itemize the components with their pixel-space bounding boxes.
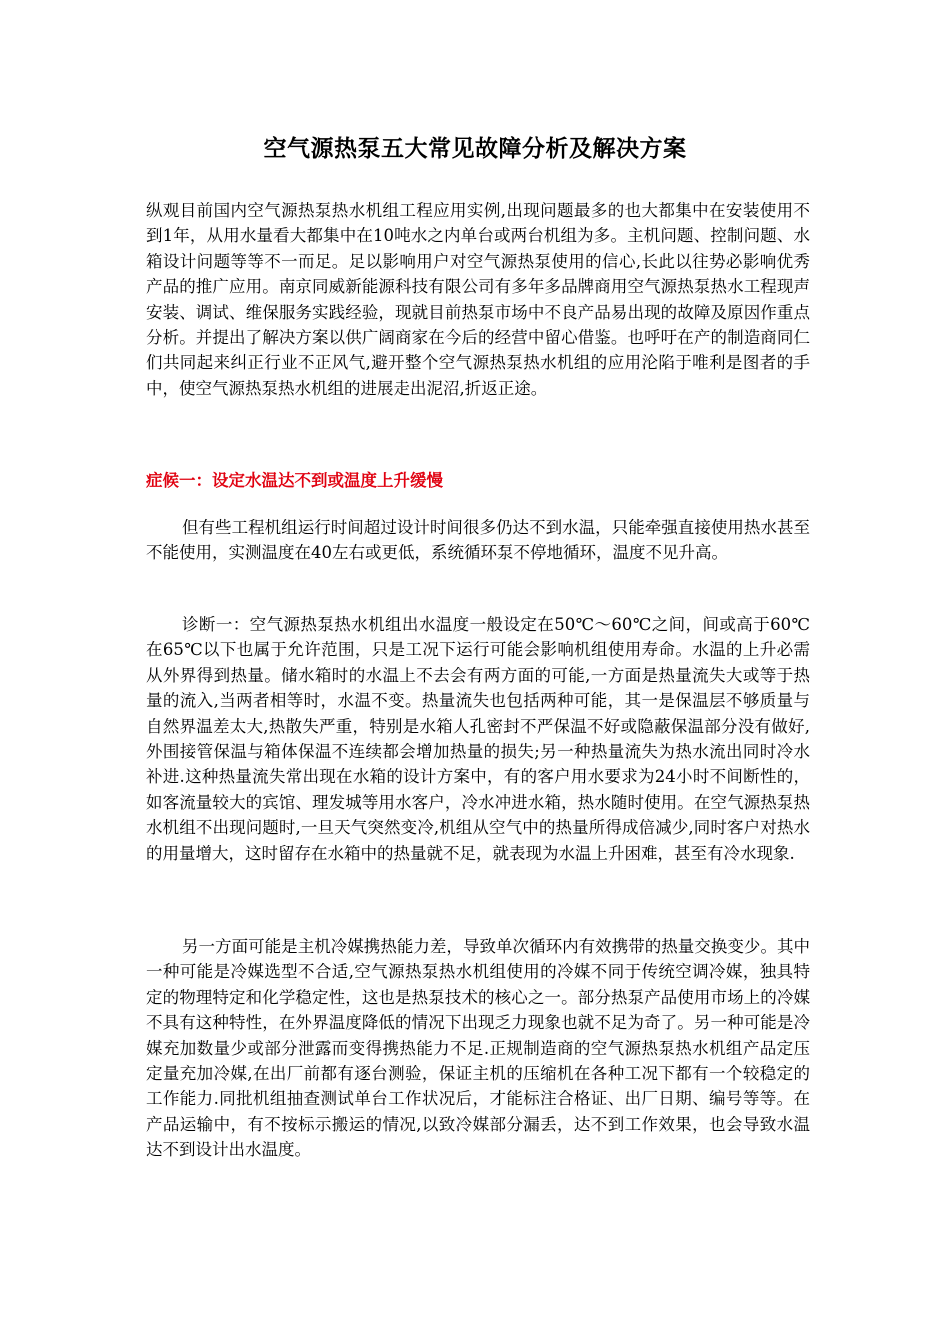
- refrigerant-paragraph: 另一方面可能是主机冷媒携热能力差，导致单次循环内有效携带的热量交换变少。其中一种可能是冷媒选型不合适,空气源热泵热水机组使用的冷媒不同于传统空调冷媒，独具特定的物理特定和化学稳定性，这也是热泵技术的核心之一。部分热泵产品使用市场上的冷媒不具有这种特性，在外界温度降低的情况下出现乏力现象也就不足为奇了。另一种可能是冷媒充加数量少或部分泄露而变得携热能力不足.正规制造商的空气源热泵热水机组产品定压定量充加冷媒,在出厂前都有逐台测验，保证主机的压缩机在各种工况下都有一个较稳定的工作能力.同批机组抽查测试单台工作状况后，才能标注合格证、出厂日期、编号等等。在产品运输中，有不按标示搬运的情况,以致冷媒部分漏丢，达不到工作效果，也会导致水温达不到设计出水温度。: [146, 937, 810, 1160]
- diagnosis-paragraph: 诊断一：空气源热泵热水机组出水温度一般设定在50℃～60℃之间，间或高于60℃在65℃以下也属于允许范围，只是工况下运行可能会影响机组使用寿命。水温的上升必需从外界得到热量。储水箱时的水温上不去会有两方面的可能,一方面是热量流失大或等于热量的流入,当两者相等时，水温不变。热量流失也包括两种可能，其一是保温层不够质量与自然界温差太大,热散失严重，特别是水箱人孔密封不严保温不好或隐蔽保温部分没有做好,外围接管保温与箱体保温不连续都会增加热量的损失;另一种热量流失为热水流出同时冷水补进.这种热量流失常出现在水箱的设计方案中，有的客户用水要求为24小时不间断性的， 如客流量较大的宾馆、理发城等用水客户，冷水冲进水箱，热水随时使用。在空气源热泵热水机组不出现问题时,一旦天气突然变冷,机组从空气中的热量所得成倍减少,同时客户对热水的用量增大，这时留存在水箱中的热量就不足，就表现为水温上升困难，甚至有冷水现象.: [146, 615, 810, 863]
- section-heading-symptom-one: 症候一：设定水温达不到或温度上升缓慢: [146, 471, 443, 490]
- document-title: 空气源热泵五大常见故障分析及解决方案: [263, 136, 687, 162]
- symptom-paragraph: 但有些工程机组运行时间超过设计时间很多仍达不到水温，只能牵强直接使用热水甚至不能使用，实测温度在40左右或更低，系统循环泵不停地循环，温度不见升高。: [146, 518, 810, 563]
- intro-paragraph: 纵观目前国内空气源热泵热水机组工程应用实例,出现问题最多的也大都集中在安装使用不到1年，从用水量看大都集中在10吨水之内单台或两台机组为多。主机问题、控制问题、水箱设计问题等等不一而足。足以影响用户对空气源热泵使用的信心,长此以往势必影响优秀产品的推广应用。南京同威新能源科技有限公司有多年多品牌商用空气源热泵热水工程现声安装、调试、维保服务实践经验，现就目前热泵市场中不良产品易出现的故障及原因作重点分析。并提出了解决方案以供广阔商家在今后的经营中留心借鉴。也呼吁在产的制造商同仁们共同起来纠正行业不正风气,避开整个空气源热泵热水机组的应用沦陷于唯利是图者的手中，使空气源热泵热水机组的进展走出泥沼,折返正途。: [146, 201, 810, 398]
